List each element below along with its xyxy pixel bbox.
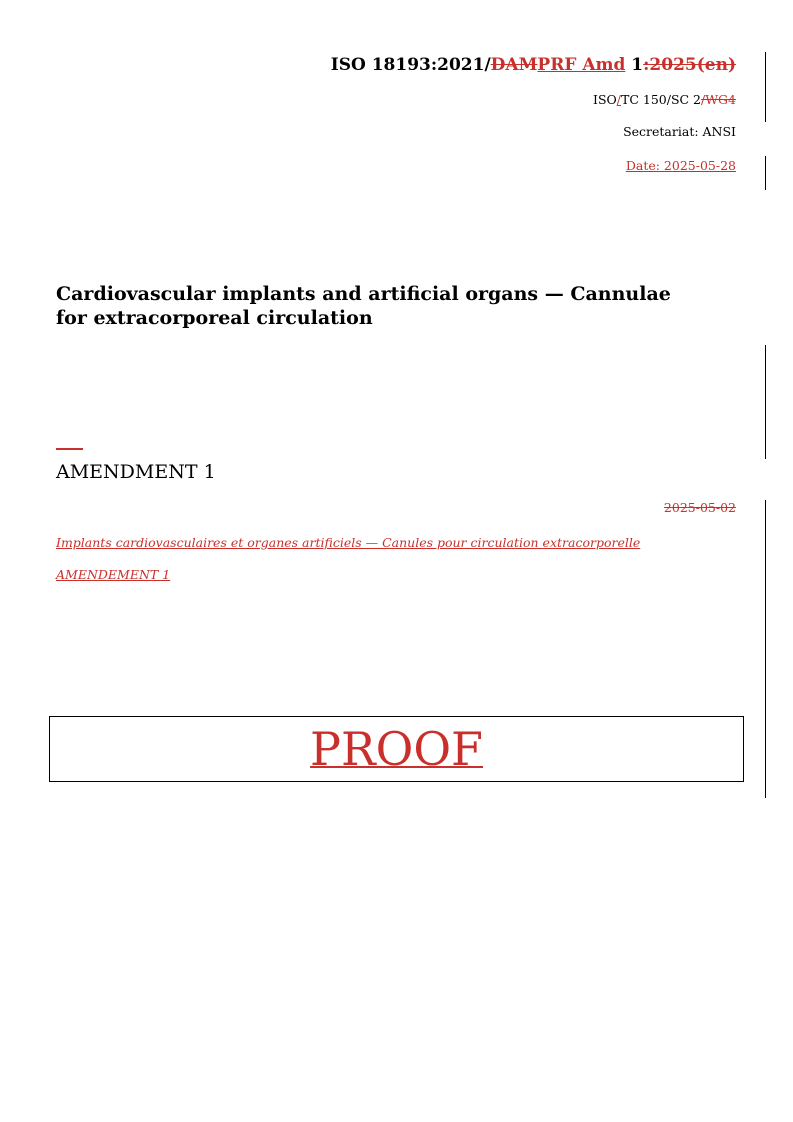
change-bar <box>765 156 766 190</box>
secretariat: Secretariat: ANSI <box>623 124 736 139</box>
committee-line <box>593 92 736 107</box>
deleted-date: 2025-05-02 <box>663 500 736 515</box>
french-title: Implants cardiovasculaires et organes artificiels — Canules pour circulation extracorporelle <box>56 535 641 550</box>
committee-deleted-wg: /WG4 <box>701 92 736 107</box>
doc-ref-number: 1 <box>625 55 644 75</box>
french-amendment-label: AMENDEMENT 1 <box>56 567 171 582</box>
committee-iso: ISO <box>593 92 617 107</box>
change-bar <box>765 52 766 122</box>
inserted-dash-mark <box>56 448 83 450</box>
change-bar <box>765 345 766 459</box>
doc-ref-deleted-stage: DAM <box>490 55 538 75</box>
doc-ref-deleted-year: :2025(en) <box>643 55 736 75</box>
document-reference <box>331 55 736 75</box>
document-date: Date: 2025-05-28 <box>625 158 736 173</box>
document-title: Cardiovascular implants and artificial organs — Cannulae for extracorporeal circulation <box>56 283 671 329</box>
proof-box <box>49 716 744 782</box>
change-bar <box>765 500 766 798</box>
committee-inserted-slash: / <box>616 92 621 107</box>
doc-ref-inserted-stage: PRF Amd <box>537 55 626 75</box>
amendment-label: AMENDMENT 1 <box>56 461 216 483</box>
doc-ref-base: ISO 18193:2021/ <box>330 55 491 75</box>
proof-label: PROOF <box>310 722 483 776</box>
committee-tc: TC 150/SC 2 <box>621 92 701 107</box>
